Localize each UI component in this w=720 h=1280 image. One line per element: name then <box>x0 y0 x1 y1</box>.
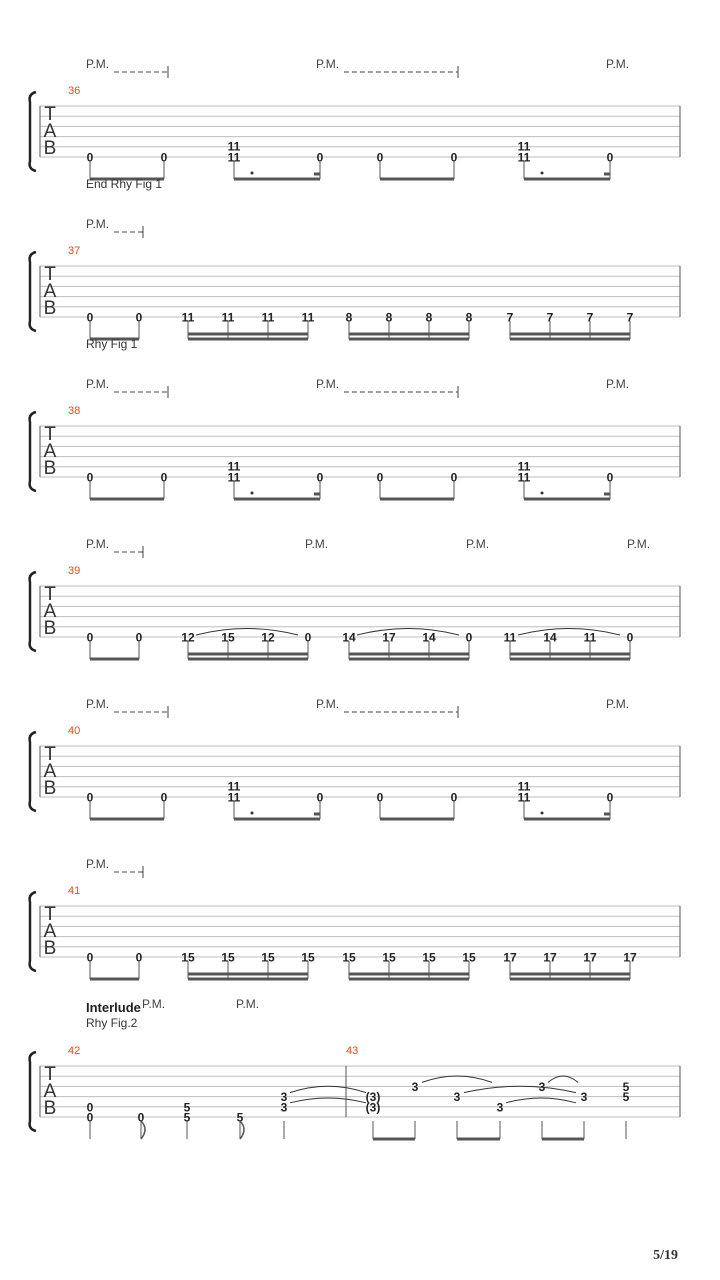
tab-system-41 <box>30 857 680 979</box>
fret-number: 0 <box>86 470 94 485</box>
fret-number: 0 <box>626 630 634 645</box>
fret-number: 8 <box>345 310 353 325</box>
fret-number: 11 <box>227 790 241 805</box>
fret-number: 0 <box>86 950 94 965</box>
fret-number: 0 <box>316 150 324 165</box>
fret-number: (3) <box>365 1090 381 1105</box>
dot <box>251 492 254 495</box>
fret-number: 0 <box>137 1110 145 1125</box>
slur <box>518 629 620 636</box>
measure-number: 36 <box>68 85 81 97</box>
tie <box>506 1098 576 1103</box>
palm-mute-label: P.M. <box>305 537 329 551</box>
fret-number: 11 <box>301 310 315 325</box>
fret-number: 8 <box>425 310 433 325</box>
tie <box>548 1076 578 1082</box>
fret-number: 0 <box>135 630 143 645</box>
tab-system-36 <box>30 57 680 179</box>
tab-letter-t: T <box>44 104 56 125</box>
tab-letter-b: B <box>43 1098 57 1119</box>
tie <box>290 1086 366 1092</box>
fret-number: 11 <box>517 150 531 165</box>
tab-letter-t: T <box>44 584 56 605</box>
fret-number: 11 <box>227 779 241 794</box>
fret-number: 3 <box>580 1090 588 1105</box>
fret-number: 15 <box>221 630 235 645</box>
fret-number: 11 <box>227 459 241 474</box>
system-bracket <box>30 572 36 651</box>
tab-system-40 <box>30 697 680 819</box>
palm-mute-label: P.M. <box>606 57 630 71</box>
fret-number: 0 <box>86 790 94 805</box>
rhythm-figure-label: Rhy Fig.2 <box>86 1016 138 1030</box>
palm-mute-label: P.M. <box>86 57 110 71</box>
fret-number: 11 <box>227 150 241 165</box>
palm-mute-label: P.M. <box>466 537 490 551</box>
tab-letter-a: A <box>43 1081 57 1102</box>
fret-number: 3 <box>411 1079 419 1094</box>
fret-number: 3 <box>280 1090 288 1105</box>
fret-number: 0 <box>376 150 384 165</box>
fret-number: 0 <box>86 630 94 645</box>
tab-letter-a: A <box>43 121 57 142</box>
fret-number: 0 <box>376 790 384 805</box>
palm-mute-label: P.M. <box>86 537 110 551</box>
fret-number: 11 <box>517 470 531 485</box>
fret-number: 0 <box>160 150 168 165</box>
palm-mute-label: P.M. <box>627 537 651 551</box>
system-bracket <box>30 252 36 331</box>
fret-number: 8 <box>385 310 393 325</box>
tab-letter-t: T <box>44 744 56 765</box>
palm-mute-label: P.M. <box>86 217 110 231</box>
dot <box>251 812 254 815</box>
system-bracket <box>30 892 36 971</box>
fret-number: 0 <box>450 150 458 165</box>
fret-number: 8 <box>465 310 473 325</box>
rhythm-figure-label: End Rhy Fig 1 <box>86 177 163 191</box>
tab-letter-a: A <box>43 761 57 782</box>
fret-number: 0 <box>86 1110 94 1125</box>
fret-number: 0 <box>160 790 168 805</box>
measure-number: 40 <box>68 725 81 737</box>
tab-letter-t: T <box>44 1064 56 1085</box>
tab-letter-a: A <box>43 281 57 302</box>
dot <box>541 172 544 175</box>
fret-number: 0 <box>135 950 143 965</box>
fret-number: 5 <box>183 1110 191 1125</box>
tab-letter-b: B <box>43 778 57 799</box>
fret-number: 11 <box>227 470 241 485</box>
page-number: 5/19 <box>653 1248 678 1263</box>
tab-letter-t: T <box>44 904 56 925</box>
fret-number: 5 <box>622 1079 630 1094</box>
fret-number: 0 <box>316 470 324 485</box>
fret-number: 0 <box>304 630 312 645</box>
tab-system-39 <box>30 537 680 659</box>
fret-number: 17 <box>382 630 396 645</box>
palm-mute-label: P.M. <box>236 997 260 1011</box>
fret-number: 5 <box>236 1110 244 1125</box>
fret-number: 11 <box>227 139 241 154</box>
measure-number: 38 <box>68 405 81 417</box>
fret-number: 3 <box>280 1100 288 1115</box>
fret-number: 14 <box>422 630 436 645</box>
tie <box>290 1098 366 1103</box>
fret-number: 3 <box>453 1090 461 1105</box>
tab-letter-b: B <box>43 938 57 959</box>
fret-number: 0 <box>606 470 614 485</box>
palm-mute-label: P.M. <box>86 697 110 711</box>
fret-number: 7 <box>506 310 514 325</box>
fret-number: 7 <box>626 310 634 325</box>
fret-number: 3 <box>496 1100 504 1115</box>
fret-number: 15 <box>382 950 396 965</box>
fret-number: 0 <box>606 150 614 165</box>
section-label: Interlude <box>86 1000 141 1015</box>
fret-number: 15 <box>462 950 476 965</box>
fret-number: 15 <box>261 950 275 965</box>
tab-system-42 <box>30 997 680 1139</box>
fret-number: 17 <box>583 950 597 965</box>
tab-letter-t: T <box>44 424 56 445</box>
fret-number: 0 <box>86 150 94 165</box>
palm-mute-label: P.M. <box>606 697 630 711</box>
fret-number: 5 <box>622 1090 630 1105</box>
dot <box>251 172 254 175</box>
fret-number: 5 <box>183 1100 191 1115</box>
fret-number: 0 <box>86 1100 94 1115</box>
rhythm-figure-label: Rhy Fig 1 <box>86 337 138 351</box>
tab-letter-a: A <box>43 601 57 622</box>
fret-number: 11 <box>517 779 531 794</box>
palm-mute-label: P.M. <box>316 377 340 391</box>
fret-number: 11 <box>517 790 531 805</box>
system-bracket <box>30 732 36 811</box>
fret-number: 11 <box>583 630 597 645</box>
fret-number: 11 <box>261 310 275 325</box>
fret-number: 3 <box>538 1079 546 1094</box>
fret-number: 17 <box>503 950 517 965</box>
system-bracket <box>30 412 36 491</box>
fret-number: 12 <box>181 630 195 645</box>
measure-number: 43 <box>346 1045 359 1057</box>
fret-number: 7 <box>586 310 594 325</box>
tie <box>464 1086 576 1092</box>
fret-number: 15 <box>301 950 315 965</box>
palm-mute-label: P.M. <box>86 857 110 871</box>
fret-number: (3) <box>365 1100 381 1115</box>
slur <box>357 629 459 636</box>
fret-number: 14 <box>342 630 356 645</box>
tie <box>422 1076 492 1082</box>
palm-mute-label: P.M. <box>86 377 110 391</box>
palm-mute-label: P.M. <box>316 697 340 711</box>
tab-letter-b: B <box>43 138 57 159</box>
palm-mute-label: P.M. <box>142 997 166 1011</box>
fret-number: 14 <box>543 630 557 645</box>
tab-letter-b: B <box>43 458 57 479</box>
fret-number: 11 <box>517 139 531 154</box>
system-bracket <box>30 92 36 171</box>
dot <box>541 492 544 495</box>
measure-number: 42 <box>68 1045 81 1057</box>
fret-number: 0 <box>376 470 384 485</box>
fret-number: 11 <box>517 459 531 474</box>
fret-number: 0 <box>316 790 324 805</box>
fret-number: 17 <box>623 950 637 965</box>
palm-mute-label: P.M. <box>316 57 340 71</box>
fret-number: 15 <box>342 950 356 965</box>
fret-number: 0 <box>160 470 168 485</box>
fret-number: 7 <box>546 310 554 325</box>
fret-number: 0 <box>450 470 458 485</box>
tab-letter-a: A <box>43 921 57 942</box>
fret-number: 17 <box>543 950 557 965</box>
tab-system-37 <box>30 177 680 339</box>
tab-system-38 <box>30 337 680 499</box>
tab-letter-b: B <box>43 618 57 639</box>
fret-number: 11 <box>503 630 517 645</box>
tab-letter-t: T <box>44 264 56 285</box>
fret-number: 15 <box>422 950 436 965</box>
fret-number: 15 <box>181 950 195 965</box>
fret-number: 0 <box>465 630 473 645</box>
fret-number: 0 <box>606 790 614 805</box>
fret-number: 15 <box>221 950 235 965</box>
fret-number: 0 <box>135 310 143 325</box>
palm-mute-label: P.M. <box>606 377 630 391</box>
fret-number: 0 <box>86 310 94 325</box>
measure-number: 39 <box>68 565 81 577</box>
system-bracket <box>30 1052 36 1131</box>
measure-number: 37 <box>68 245 81 257</box>
dot <box>541 812 544 815</box>
fret-number: 11 <box>181 310 195 325</box>
fret-number: 11 <box>221 310 235 325</box>
measure-number: 41 <box>68 885 81 897</box>
fret-number: 0 <box>450 790 458 805</box>
tab-letter-b: B <box>43 298 57 319</box>
slur <box>196 629 298 636</box>
tab-letter-a: A <box>43 441 57 462</box>
fret-number: 12 <box>261 630 275 645</box>
